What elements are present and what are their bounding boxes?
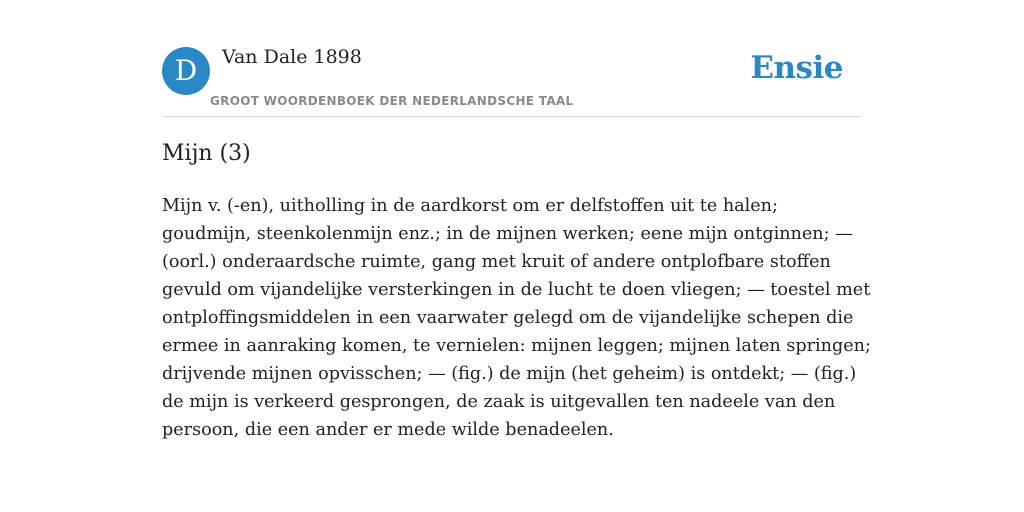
entry-title: Mijn (3) (162, 141, 251, 166)
brand-logo[interactable]: Ensie (750, 50, 843, 86)
source-logo[interactable]: D (162, 47, 210, 95)
entry-definition: Mijn v. (-en), uitholling in de aardkorst om er delfstoffen uit te halen; goudmijn, steenkolenmijn enz.; in de mijnen werken; eene mijn ontginnen; — (oorl.) onderaardsche ruimte, gang met kruit of andere ontplofbare stoffen gevuld om vijandelijke versterkingen in de lucht te doen vliegen; — toestel met ontploffingsmiddelen in een vaarwater gelegd om de vijandelijke schepen die ermee in aanraking komen, te vernielen: mijnen leggen; mijnen laten springen; drijvende mijnen opvisschen; — (fig.) de mijn (het geheim) is ontdekt; — (fig.) de mijn is verkeerd gesprongen, de zaak is uitgevallen ten nadeele van den persoon, die een ander er mede wilde benadeelen. (162, 196, 871, 440)
source-subtitle: GROOT WOORDENBOEK DER NEDERLANDSCHE TAAL (210, 94, 574, 108)
source-title[interactable]: Van Dale 1898 (222, 46, 362, 68)
header (162, 44, 862, 117)
